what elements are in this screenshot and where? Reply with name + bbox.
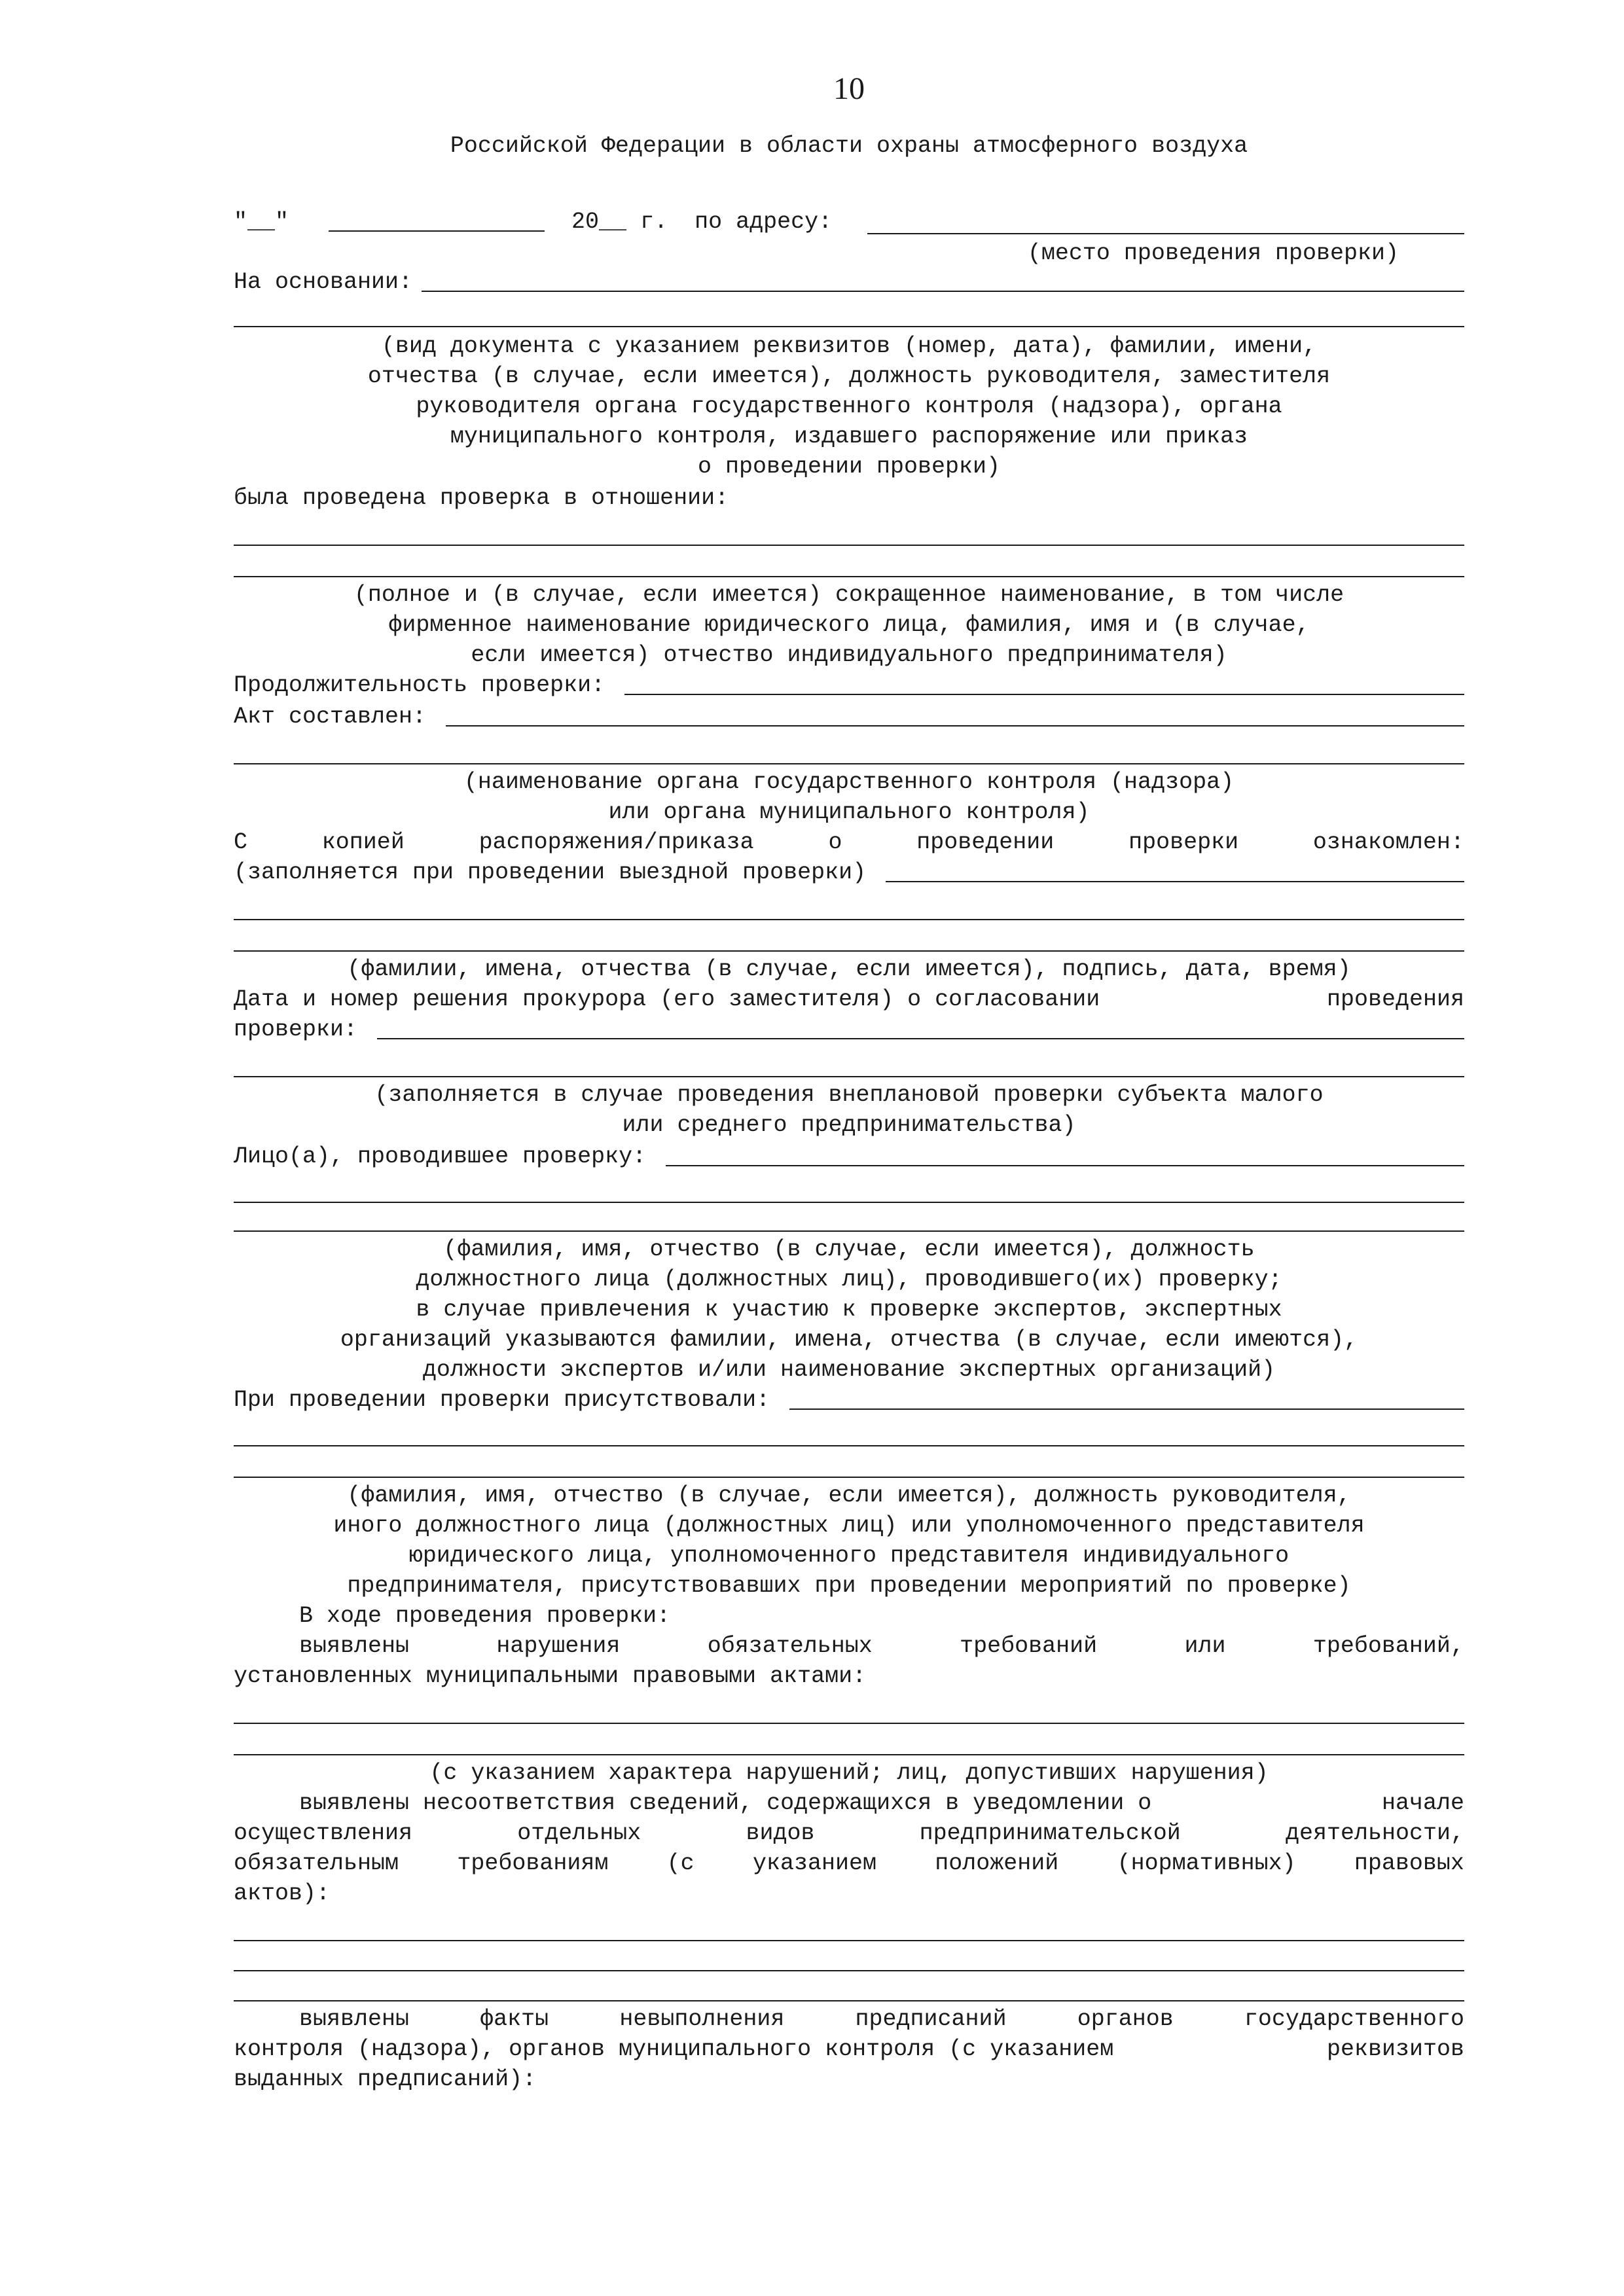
copy-line-1 xyxy=(234,827,1464,857)
subject-caption-2: фирменное наименование юридического лица, фамилия, имя и (в случае, xyxy=(388,612,1310,638)
address-field[interactable] xyxy=(867,233,1464,234)
inspectors-caption-2: должностного лица (должностных лиц), проводившего(их) проверку; xyxy=(416,1266,1282,1293)
mismatch-text: выявлены несоответствия сведений, содержащихся в уведомлении о xyxy=(299,1790,1152,1816)
mismatch-word: указанием xyxy=(752,1850,876,1876)
inspectors-row xyxy=(234,1141,1464,1172)
present-row xyxy=(234,1385,1464,1415)
mismatch-word: (с xyxy=(666,1850,695,1876)
copy-word: копией xyxy=(321,829,405,855)
copy-line-2 xyxy=(234,857,1464,888)
copy-word: ознакомлен: xyxy=(1312,829,1464,855)
mismatch-line-3 xyxy=(234,1848,1464,1878)
act-row xyxy=(234,702,1464,732)
mismatch-word: видов xyxy=(746,1820,815,1846)
present-caption-1: (фамилия, имя, отчество (в случае, если имеется), должность руководителя, xyxy=(347,1482,1351,1509)
mismatch-word: требованиям xyxy=(457,1850,609,1876)
inspectors-caption-5: должности экспертов и/или наименование экспертных организаций) xyxy=(422,1357,1276,1383)
violations-line-1 xyxy=(234,1631,1464,1661)
copy-caption: (фамилии, имена, отчества (в случае, если имеется), подпись, дата, время) xyxy=(347,956,1351,982)
subject-caption-3: если имеется) отчество индивидуального предпринимателя) xyxy=(471,642,1227,668)
mismatch-word: обязательным xyxy=(234,1850,399,1876)
prosecutor-text: Дата и номер решения прокурора (его заместителя) о согласовании xyxy=(234,986,1100,1013)
copy-line-2-text: (заполняется при проведении выездной проверки) xyxy=(234,859,867,886)
orders-word: выявлены xyxy=(299,2006,410,2032)
orders-word: государственного xyxy=(1244,2006,1464,2032)
prosecutor-line-2 xyxy=(234,1014,1464,1045)
mismatch-word: отдельных xyxy=(517,1820,641,1846)
mismatch-word: деятельности, xyxy=(1285,1820,1464,1846)
present-caption-2: иного должностного лица (должностных лиц) или уполномоченного представителя xyxy=(333,1513,1365,1539)
basis-caption-2: отчества (в случае, если имеется), должность руководителя, заместителя xyxy=(367,363,1331,389)
violations-word: нарушения xyxy=(496,1633,621,1659)
prosecutor-caption-2: или среднего предпринимательства) xyxy=(622,1112,1076,1138)
subject-field-1[interactable] xyxy=(234,545,1464,546)
violations-caption: (с указанием характера нарушений; лиц, допустивших нарушения) xyxy=(429,1760,1269,1786)
mismatch-field-2[interactable] xyxy=(234,1970,1464,1971)
mismatch-word: осуществления xyxy=(234,1820,413,1846)
inspectors-field-3[interactable] xyxy=(234,1230,1464,1232)
mismatch-word: положений xyxy=(935,1850,1059,1876)
address-label: по адресу: xyxy=(695,209,833,235)
duration-row xyxy=(234,670,1464,700)
mismatch-line-2 xyxy=(234,1818,1464,1848)
present-caption-4: предпринимателя, присутствовавших при проведении мероприятий по проверке) xyxy=(347,1573,1351,1599)
document-page xyxy=(234,0,1464,2296)
violations-word: требований xyxy=(960,1633,1098,1659)
basis-field[interactable] xyxy=(422,271,1464,292)
basis-caption-1: (вид документа с указанием реквизитов (номер, дата), фамилии, имени, xyxy=(381,333,1317,359)
mismatch-field-1[interactable] xyxy=(234,1940,1464,1941)
mismatch-field-3[interactable] xyxy=(234,2000,1464,2001)
day-field[interactable]: "__" xyxy=(234,209,289,235)
place-caption: (место проведения проверки) xyxy=(1027,240,1399,266)
act-caption-1: (наименование органа государственного контроля (надзора) xyxy=(463,769,1235,795)
mismatch-word: правовых xyxy=(1354,1850,1464,1876)
copy-word: проведении xyxy=(916,829,1055,855)
prosecutor-field[interactable] xyxy=(377,1018,1464,1039)
inspectors-caption-3: в случае привлечения к участию к проверке экспертов, экспертных xyxy=(416,1297,1282,1323)
orders-word: факты xyxy=(480,2006,549,2032)
copy-field-2[interactable] xyxy=(234,919,1464,920)
violations-field-2[interactable] xyxy=(234,1754,1464,1755)
basis-caption-5: о проведении проверки) xyxy=(697,454,1001,480)
present-caption-3: юридического лица, уполномоченного представителя индивидуального xyxy=(408,1543,1290,1569)
prosecutor-line-1 xyxy=(234,984,1464,1014)
subject-label: была проведена проверка в отношении: xyxy=(234,485,729,511)
present-field-3[interactable] xyxy=(234,1477,1464,1478)
year-field[interactable]: 20__ г. xyxy=(571,209,668,235)
prosecutor-field-2[interactable] xyxy=(234,1076,1464,1077)
act-field[interactable] xyxy=(446,706,1464,726)
mismatch-text: начале xyxy=(1381,1790,1464,1816)
subject-caption-1: (полное и (в случае, если имеется) сокращенное наименование, в том числе xyxy=(353,582,1344,608)
orders-word: органов xyxy=(1077,2006,1174,2032)
act-caption-2: или органа муниципального контроля) xyxy=(608,799,1090,825)
duration-field[interactable] xyxy=(624,674,1464,695)
prosecutor-text: проведения xyxy=(1326,986,1464,1013)
basis-caption-4: муниципального контроля, издавшего распоряжение или приказ xyxy=(450,423,1248,450)
inspectors-caption-1: (фамилия, имя, отчество (в случае, если имеется), должность xyxy=(443,1236,1255,1263)
violations-word: или xyxy=(1184,1633,1226,1659)
during-label: В ходе проведения проверки: xyxy=(299,1603,671,1629)
basis-label: На основании: xyxy=(234,269,413,295)
violations-word: требований, xyxy=(1312,1633,1464,1659)
orders-text: реквизитов xyxy=(1326,2036,1464,2062)
violations-word: обязательных xyxy=(707,1633,873,1659)
copy-word: распоряжения/приказа xyxy=(478,829,754,855)
present-field-2[interactable] xyxy=(234,1445,1464,1446)
mismatch-word: предпринимательской xyxy=(919,1820,1181,1846)
basis-caption-3: руководителя органа государственного контроля (надзора), органа xyxy=(416,393,1282,420)
page-number: 10 xyxy=(833,71,865,106)
orders-word: невыполнения xyxy=(619,2006,785,2032)
mismatch-line-4: актов): xyxy=(234,1880,331,1907)
orders-line-1 xyxy=(234,2004,1464,2034)
orders-text: контроля (надзора), органов муниципального контроля (с указанием xyxy=(234,2036,1114,2062)
inspectors-field-2[interactable] xyxy=(234,1202,1464,1203)
violations-word: выявлены xyxy=(299,1633,410,1659)
mismatch-line-1 xyxy=(234,1788,1464,1818)
inspectors-field[interactable] xyxy=(666,1145,1464,1166)
month-field[interactable] xyxy=(329,211,545,232)
act-label: Акт составлен: xyxy=(234,704,427,730)
orders-word: предписаний xyxy=(855,2006,1007,2032)
act-field-line-2[interactable] xyxy=(234,763,1464,764)
violations-field-1[interactable] xyxy=(234,1723,1464,1724)
present-label: При проведении проверки присутствовали: xyxy=(234,1387,770,1413)
basis-row xyxy=(234,267,1464,297)
header-line: Российской Федерации в области охраны атмосферного воздуха xyxy=(450,133,1248,159)
copy-word: проверки xyxy=(1128,829,1239,855)
violations-line-2: установленных муниципальными правовыми актами: xyxy=(234,1663,867,1689)
mismatch-word: (нормативных) xyxy=(1117,1850,1296,1876)
inspectors-label: Лицо(а), проводившее проверку: xyxy=(234,1143,647,1170)
basis-field-line-2[interactable] xyxy=(234,326,1464,327)
copy-field-3[interactable] xyxy=(234,950,1464,952)
subject-field-2[interactable] xyxy=(234,576,1464,577)
copy-word: С xyxy=(234,829,248,855)
prosecutor-label: проверки: xyxy=(234,1016,358,1043)
copy-field[interactable] xyxy=(886,861,1464,882)
orders-line-3: выданных предписаний): xyxy=(234,2066,537,2092)
inspectors-caption-4: организаций указываются фамилии, имена, отчества (в случае, если имеются), xyxy=(340,1327,1358,1353)
copy-word: о xyxy=(828,829,842,855)
present-field[interactable] xyxy=(789,1389,1464,1410)
orders-line-2 xyxy=(234,2034,1464,2064)
prosecutor-caption-1: (заполняется в случае проведения внеплановой проверки субъекта малого xyxy=(374,1082,1324,1108)
duration-label: Продолжительность проверки: xyxy=(234,672,605,698)
